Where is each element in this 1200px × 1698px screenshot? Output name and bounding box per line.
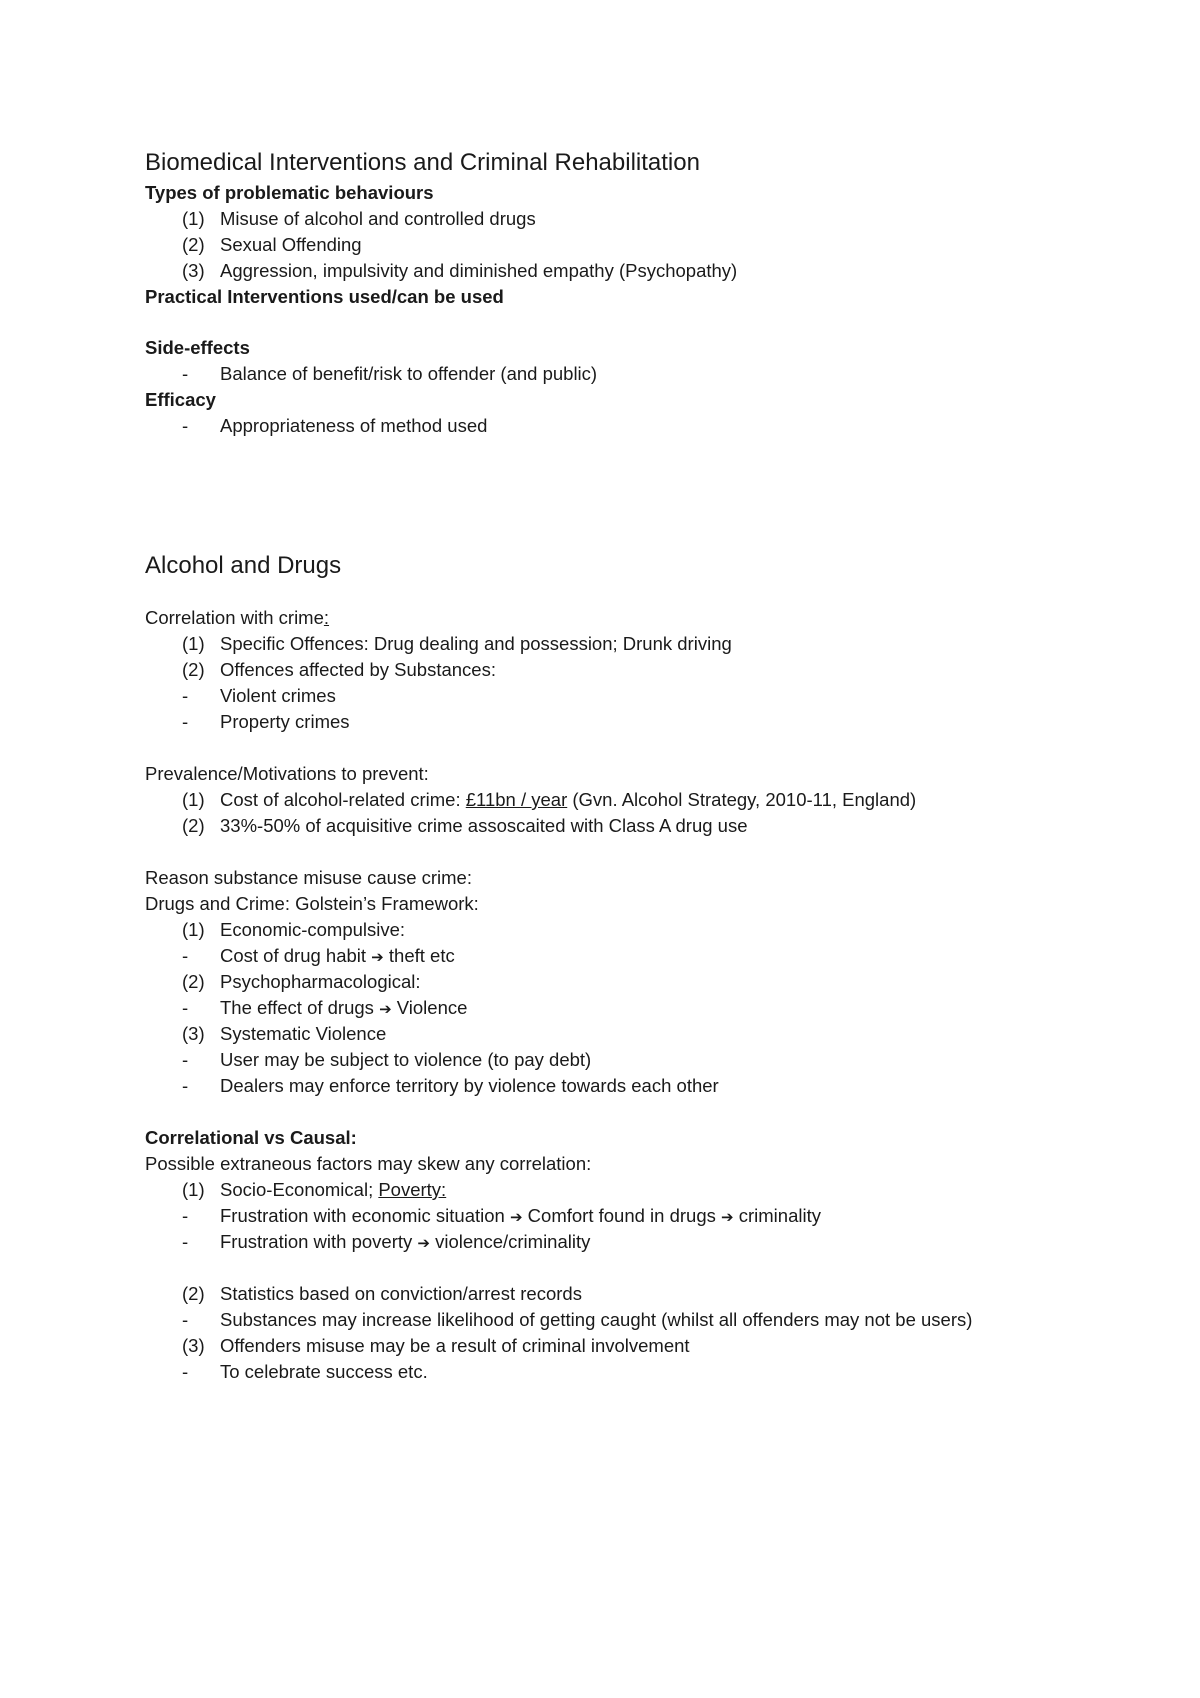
list-item — [182, 1230, 590, 1254]
list-text: Substances may increase likelihood of getting caught (whilst all offenders may not be users) — [220, 1309, 973, 1330]
list-text: Frustration with poverty — [220, 1231, 418, 1252]
list-text: Offenders misuse may be a result of criminal involvement — [220, 1335, 690, 1356]
list-item — [182, 970, 421, 994]
list-item — [182, 710, 350, 734]
list-text: Balance of benefit/risk to offender (and public) — [220, 363, 598, 384]
list-text: criminality — [733, 1205, 821, 1226]
dash-marker: - — [182, 945, 189, 966]
list-item — [182, 207, 536, 231]
list-item — [182, 1334, 690, 1358]
framework-heading: Drugs and Crime: Golstein’s Framework: — [145, 893, 479, 914]
list-number: (2) — [182, 234, 205, 255]
dash-marker: - — [182, 363, 189, 384]
list-text: Systematic Violence — [220, 1023, 387, 1044]
list-text: Sexual Offending — [220, 234, 362, 255]
causal-heading: Correlational vs Causal: — [145, 1127, 357, 1148]
list-item — [182, 632, 732, 656]
list-text: Violent crimes — [220, 685, 336, 706]
list-item — [182, 1204, 821, 1228]
dash-marker: - — [182, 1049, 189, 1070]
poverty-text: Poverty: — [378, 1179, 447, 1200]
arrow-right-icon: ➔ — [417, 1235, 430, 1252]
list-text: Violence — [391, 997, 468, 1018]
types-heading: Types of problematic behaviours — [145, 182, 434, 203]
list-item — [182, 684, 336, 708]
list-text: Dealers may enforce territory by violence towards each other — [220, 1075, 719, 1096]
reason-heading: Reason substance misuse cause crime: — [145, 867, 472, 888]
list-number: (3) — [182, 1335, 205, 1356]
list-item — [182, 1360, 428, 1384]
list-item — [182, 362, 597, 386]
list-text: 33%-50% of acquisitive crime assoscaited with Class A drug use — [220, 815, 748, 836]
list-text: Psychopharmacological: — [220, 971, 421, 992]
list-text: Aggression, impulsivity and diminished empathy (Psychopathy) — [220, 260, 738, 281]
correlation-colon: : — [323, 607, 330, 628]
dash-marker: - — [182, 1205, 189, 1226]
arrow-right-icon: ➔ — [371, 949, 384, 966]
list-item — [182, 1074, 719, 1098]
list-text: Specific Offences: Drug dealing and possession; Drunk driving — [220, 633, 732, 654]
correlation-heading — [145, 606, 329, 630]
dash-marker: - — [182, 711, 189, 732]
list-item — [182, 658, 496, 682]
list-number: (3) — [182, 1023, 205, 1044]
list-text: Cost of alcohol-related crime: — [220, 789, 466, 810]
dash-marker: - — [182, 1309, 189, 1330]
list-number: (2) — [182, 971, 205, 992]
list-text: Appropriateness of method used — [220, 415, 488, 436]
list-text: Statistics based on conviction/arrest records — [220, 1283, 582, 1304]
list-number: (1) — [182, 789, 205, 810]
list-item — [182, 233, 362, 257]
list-item — [182, 1048, 591, 1072]
list-item — [182, 918, 405, 942]
cost-figure: £11bn / year — [465, 789, 568, 810]
list-number: (3) — [182, 260, 205, 281]
dash-marker: - — [182, 1231, 189, 1252]
list-item — [182, 814, 748, 838]
list-text: theft etc — [383, 945, 455, 966]
practical-heading: Practical Interventions used/can be used — [145, 286, 504, 307]
list-text: Socio-Economical; — [220, 1179, 379, 1200]
list-text: To celebrate success etc. — [220, 1361, 428, 1382]
list-text: Comfort found in drugs — [522, 1205, 722, 1226]
list-item — [182, 1178, 446, 1202]
list-text: Misuse of alcohol and controlled drugs — [220, 208, 536, 229]
list-item — [182, 414, 487, 438]
correlation-text: Correlation with crime — [145, 607, 324, 628]
dash-marker: - — [182, 997, 189, 1018]
list-item — [182, 1022, 386, 1046]
list-text: violence/criminality — [429, 1231, 591, 1252]
page-title: Biomedical Interventions and Criminal Rehabilitation — [145, 149, 700, 176]
list-number: (1) — [182, 208, 205, 229]
list-number: (2) — [182, 659, 205, 680]
list-text: The effect of drugs — [220, 997, 380, 1018]
list-text: Economic-compulsive: — [220, 919, 406, 940]
list-text: Property crimes — [220, 711, 350, 732]
efficacy-heading: Efficacy — [145, 389, 216, 410]
list-number: (1) — [182, 633, 205, 654]
list-item — [182, 788, 916, 812]
list-text: Cost of drug habit — [220, 945, 372, 966]
dash-marker: - — [182, 415, 189, 436]
causal-intro: Possible extraneous factors may skew any correlation: — [145, 1153, 592, 1174]
arrow-right-icon: ➔ — [721, 1209, 734, 1226]
dash-marker: - — [182, 685, 189, 706]
list-item — [182, 1282, 582, 1306]
list-item — [182, 259, 737, 283]
list-text: Frustration with economic situation — [220, 1205, 510, 1226]
list-number: (1) — [182, 1179, 205, 1200]
list-number: (2) — [182, 815, 205, 836]
arrow-right-icon: ➔ — [509, 1209, 523, 1226]
dash-marker: - — [182, 1075, 189, 1096]
list-item — [182, 996, 467, 1020]
list-number: (2) — [182, 1283, 205, 1304]
section-title: Alcohol and Drugs — [145, 552, 342, 579]
list-item — [182, 944, 455, 968]
prevalence-heading: Prevalence/Motivations to prevent: — [145, 763, 429, 784]
list-text: (Gvn. Alcohol Strategy, 2010-11, England) — [567, 789, 917, 810]
list-item — [182, 1308, 972, 1332]
dash-marker: - — [182, 1361, 189, 1382]
side-effects-heading: Side-effects — [145, 337, 250, 358]
list-text: Offences affected by Substances: — [220, 659, 496, 680]
list-text: User may be subject to violence (to pay debt) — [220, 1049, 592, 1070]
list-number: (1) — [182, 919, 205, 940]
arrow-right-icon: ➔ — [379, 1001, 392, 1018]
